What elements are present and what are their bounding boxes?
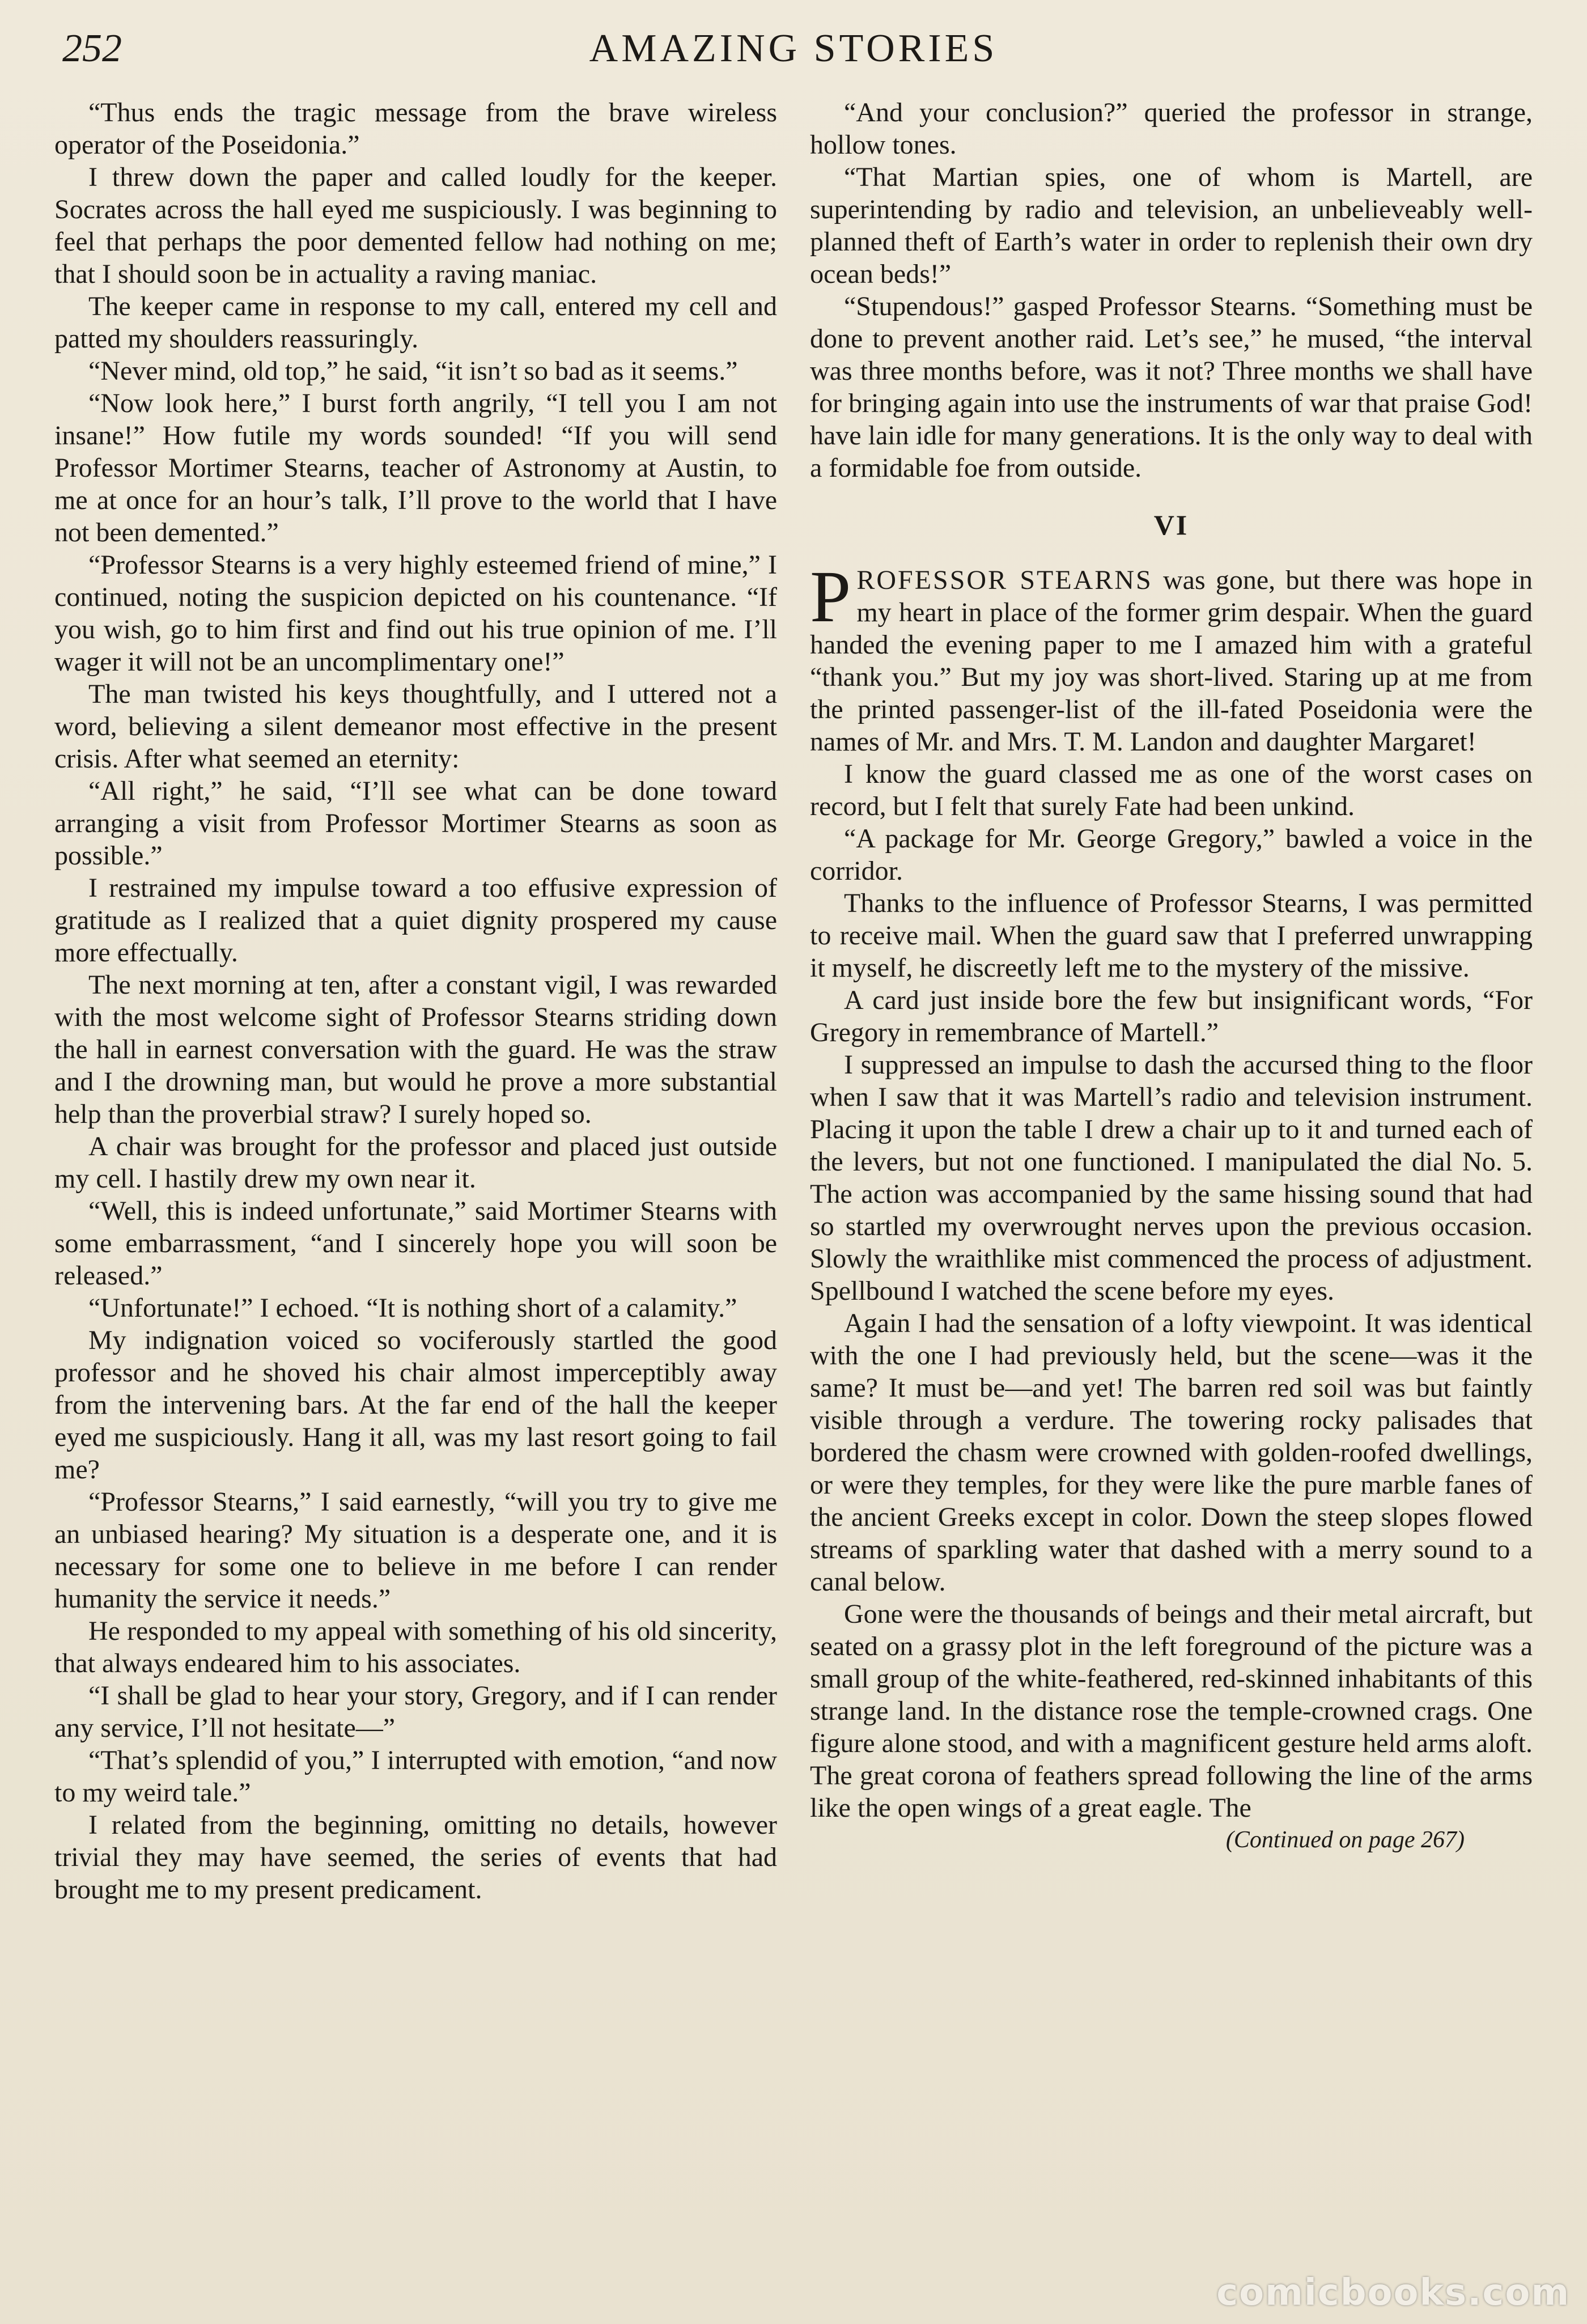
paragraph: The keeper came in response to my call, entered my cell and patted my shoulders reassuringly. (54, 291, 777, 354)
paragraph: “I shall be glad to hear your story, Gregory, and if I can render any service, I’ll not hesitate—” (54, 1681, 777, 1743)
lead-text: was gone, but there was hope in my heart in place of the former grim despair. When the guard handed the evening paper to me I amazed him with a grateful “thank you.” But my joy was short-lived. Staring up at me from the printed passenger-list of the ill-fated Poseidonia were the names of Mr. and Mrs. T. M. Landon and daughter Margaret! (810, 565, 1533, 757)
section-lead-paragraph (810, 556, 1533, 758)
paragraph: He responded to my appeal with something of his old sincerity, that always endeared him to his associates. (54, 1616, 777, 1678)
section-heading: VI (1153, 509, 1189, 541)
paragraph: The next morning at ten, after a constant vigil, I was rewarded with the most welcome sight of Professor Stearns striding down the hall in earnest conversation with the guard. He was the straw and I the drowning man, but would he prove a more substantial help than the proverbial straw? I surely hoped so. (54, 970, 777, 1129)
running-head: AMAZING STORIES (589, 27, 998, 70)
left-column (54, 96, 777, 2301)
paragraph: “Professor Stearns is a very highly esteemed friend of mine,” I continued, noting the suspicion depicted on his countenance. “If you wish, go to him first and find out his true opinion of me. I’ll wager it will not be an uncomplimentary one!” (54, 550, 777, 677)
paragraph: “Well, this is indeed unfortunate,” said Mortimer Stearns with some embarrassment, “and I sincerely hope you will soon be released.” (54, 1196, 777, 1291)
paragraph: I related from the beginning, omitting no details, however trivial they may have seemed, the series of events that had brought me to my present predicament. (54, 1810, 777, 1905)
paragraph: I know the guard classed me as one of the worst cases on record, but I felt that surely Fate had been unkind. (810, 759, 1533, 821)
paragraph: “All right,” he said, “I’ll see what can be done toward arranging a visit from Professor Mortimer Stearns as soon as possible.” (54, 776, 777, 871)
text-columns (54, 96, 1533, 2301)
page-number: 252 (62, 27, 122, 70)
watermark-logo: comicbooks.com (1216, 2272, 1570, 2314)
paragraph: I suppressed an impulse to dash the accursed thing to the floor when I saw that it was Martell’s radio and television instrument. Placing it upon the table I drew a chair up to it and turned each of the levers, but not one functioned. I manipulated the dial No. 5. The action was accompanied by the same hissing sound that had so startled my overwrought nerves upon the previous occasion. Slowly the wraithlike mist commenced the process of adjustment. Spellbound I watched the scene before my eyes. (810, 1050, 1533, 1306)
paragraph: “Never mind, old top,” he said, “it isn’t so bad as it seems.” (88, 356, 738, 386)
paragraph: Gone were the thousands of beings and their metal aircraft, but seated on a grassy plot in the left foreground of the picture was a small group of the white-feathered, red-skinned inhabitants of this strange land. In the distance rose the temple-crowned crags. One figure alone stood, and with a magnificent gesture held arms aloft. The great corona of feathers spread following the line of the arms like the open wings of a great eagle. The (810, 1599, 1533, 1823)
paragraph: Again I had the sensation of a lofty viewpoint. It was identical with the one I had previously held, but the scene—was it the same? It must be—and yet! The barren red soil was but faintly visible through a verdure. The towering rocky palisades that bordered the chasm were crowned with golden-roofed dwellings, or were they temples, for they were like the pure marble fanes of the ancient Greeks except in color. Down the steep slopes flowed streams of sparkling water that dashed with a merry sound to a canal below. (810, 1308, 1533, 1597)
lead-caps: ROFESSOR STEARNS (856, 565, 1153, 595)
right-column (810, 96, 1533, 2301)
paragraph: I threw down the paper and called loudly for the keeper. Socrates across the hall eyed me suspiciously. I was beginning to feel that perhaps the poor demented fellow had nothing on me; that I should soon be in actuality a raving maniac. (54, 162, 777, 289)
paragraph: My indignation voiced so vociferously startled the good professor and he shoved his chair almost imperceptibly away from the intervening bars. At the far end of the hall the keeper eyed me suspiciously. Hang it all, was my last resort going to fail me? (54, 1325, 777, 1485)
continued-note: (Continued on page 267) (1225, 1827, 1465, 1853)
right-column-body (810, 758, 1533, 1824)
paragraph: “That’s splendid of you,” I interrupted with emotion, “and now to my weird tale.” (54, 1745, 777, 1808)
paragraph: “And your conclusion?” queried the professor in strange, hollow tones. (810, 97, 1533, 160)
paragraph: “Stupendous!” gasped Professor Stearns. “Something must be done to prevent another raid. Let’s see,” he mused, “the interval was three months before, was it not? Three months we shall have for bringing again into use the instruments of war that praise God! have lain idle for many generations. It is the only way to deal with a formidable foe from outside. (810, 291, 1533, 483)
page-header (54, 23, 1533, 91)
paragraph: “Professor Stearns,” I said earnestly, “will you try to give me an unbiased hearing? My situation is a desperate one, and it is necessary for some one to believe in me before I can render humanity the service it needs.” (54, 1487, 777, 1614)
paragraph: I restrained my impulse toward a too effusive expression of gratitude as I realized that a quiet dignity prospered my cause more effectually. (54, 873, 777, 968)
paragraph: “Now look here,” I burst forth angrily, “I tell you I am not insane!” How futile my words sounded! “If you will send Professor Mortimer Stearns, teacher of Astronomy at Austin, to me at once for an hour’s talk, I’ll prove to the world that I have not been demented.” (54, 388, 777, 548)
right-column-opening (810, 96, 1533, 484)
paragraph: Thanks to the influence of Professor Stearns, I was permitted to receive mail. When the guard saw that I preferred unwrapping it myself, he discreetly left me to the mystery of the missive. (810, 888, 1533, 983)
paragraph: “That Martian spies, one of whom is Martell, are superintending by radio and television, an unbelieveably well-planned theft of Earth’s water in order to replenish their own dry ocean beds!” (810, 162, 1533, 289)
paragraph: The man twisted his keys thoughtfully, and I uttered not a word, believing a silent demeanor most effective in the present crisis. After what seemed an eternity: (54, 679, 777, 774)
paragraph: “A package for Mr. George Gregory,” bawled a voice in the corridor. (810, 824, 1533, 886)
paragraph: A card just inside bore the few but insignificant words, “For Gregory in remembrance of Martell.” (810, 985, 1533, 1048)
drop-cap: P (810, 556, 851, 638)
paragraph: “Unfortunate!” I echoed. “It is nothing short of a calamity.” (88, 1293, 737, 1323)
paragraph: “Thus ends the tragic message from the brave wireless operator of the Poseidonia.” (54, 97, 777, 160)
paragraph: A chair was brought for the professor and placed just outside my cell. I hastily drew my own near it. (54, 1131, 777, 1194)
